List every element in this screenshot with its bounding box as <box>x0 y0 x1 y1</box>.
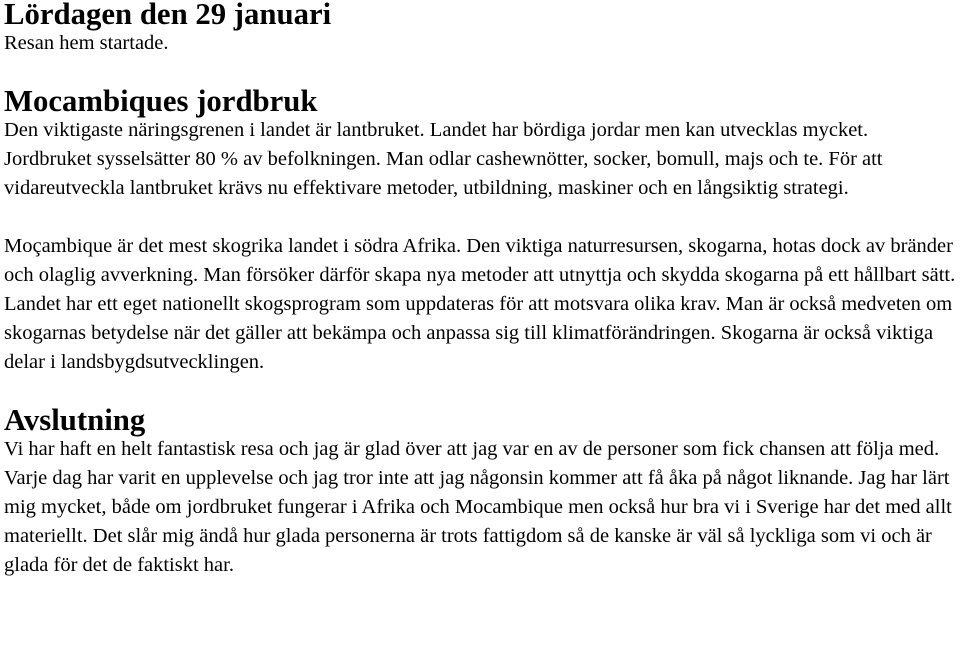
conclusion-heading: Avslutning <box>4 403 146 437</box>
agriculture-section <box>4 84 956 377</box>
document-page <box>4 0 956 580</box>
conclusion-paragraph: Vi har haft en helt fantastisk resa och jag är glad över att jag var en av de personer som fick chansen att följa med. Varje dag har varit en upplevelse och jag tror inte att jag någonsin kommer att få åka på något liknande. Jag har lärt mig mycket, både om jordbruket fungerar i Afrika och Mocambique men också hur bra vi i Sverige har det med allt materiellt. Det slår mig ändå hur glada personerna är trots fattigdom så de kanske är väl så lyckliga som vi och är glada för det de faktiskt har. <box>4 438 952 576</box>
forestry-paragraph: Moçambique är det mest skogrika landet i södra Afrika. Den viktiga naturresursen, skogarna, hotas dock av bränder och olaglig avverkning. Man försöker därför skapa nya metoder att utnyttja och skydda skogarna på ett hållbart sätt. Landet har ett eget nationellt skogsprogram som uppdateras för att motsvara olika krav. Man är också medveten om skogarnas betydelse när det gäller att bekämpa och anpassa sig till klimatförändringen. Skogarna är också viktiga delar i landsbygdsutvecklingen. <box>4 235 956 373</box>
spacer <box>4 58 956 87</box>
agriculture-paragraph: Den viktigaste näringsgrenen i landet är lantbruket. Landet har bördiga jordar men kan utvecklas mycket. Jordbruket sysselsätter 80 % av befolkningen. Man odlar cashewnötter, socker, bomull, majs och te. För att vidareutveckla lantbruket krävs nu effektivare metoder, utbildning, maskiner och en långsiktig strategi. <box>4 119 883 199</box>
agriculture-heading: Mocambiques jordbruk <box>4 84 318 118</box>
diary-entry-section <box>4 0 956 58</box>
conclusion-section <box>4 403 956 580</box>
date-text: Resan hem startade. <box>4 32 169 54</box>
spacer <box>4 203 956 232</box>
date-heading: Lördagen den 29 januari <box>4 0 332 31</box>
spacer <box>4 377 956 406</box>
